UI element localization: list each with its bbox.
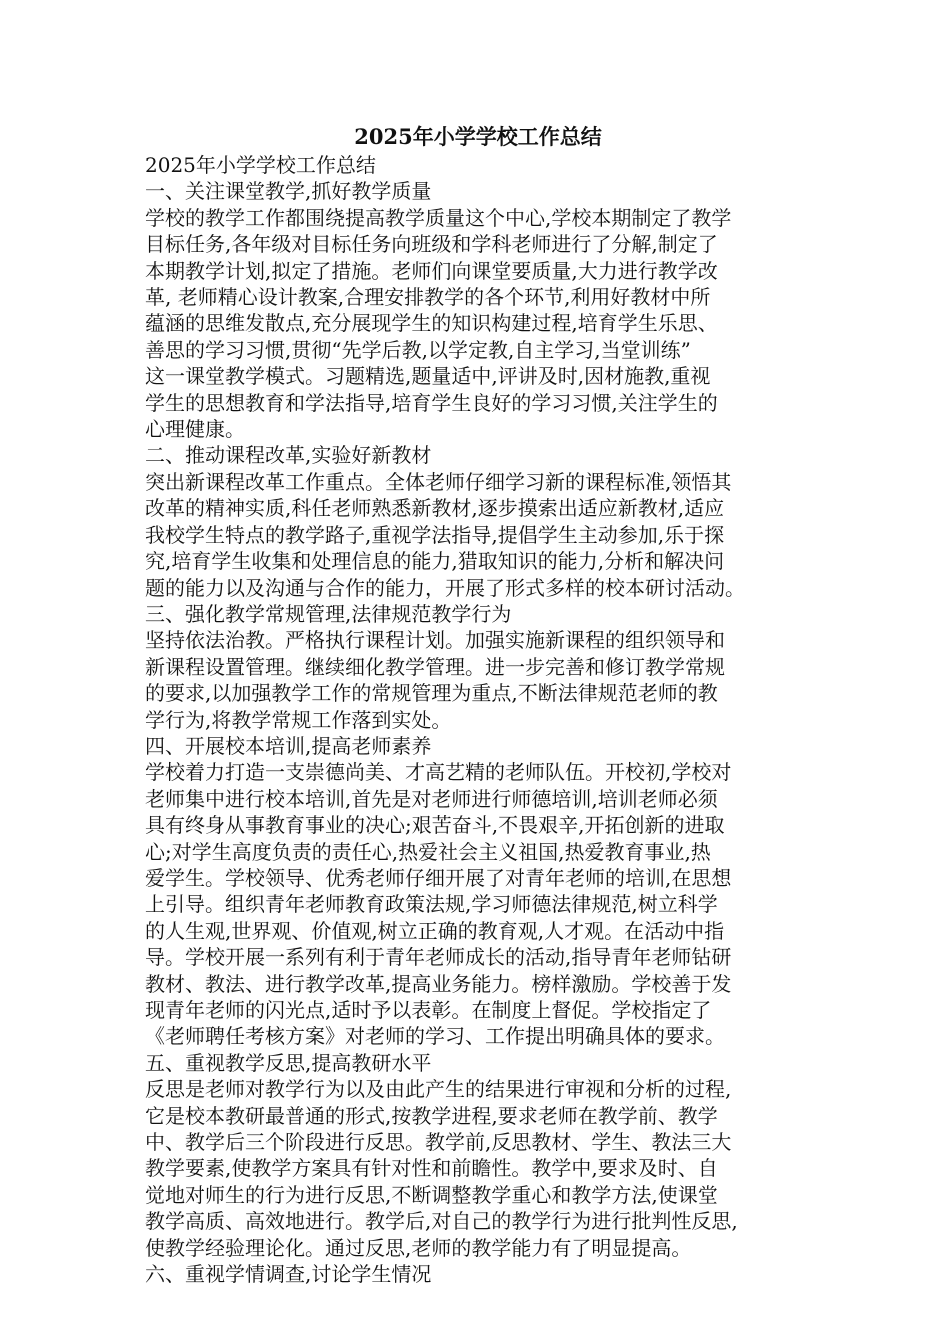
text-line: 使教学经验理论化。通过反思,老师的教学能力有了明显提高。 (145, 1235, 692, 1260)
text-line: 二、推动课程改革,实验好新教材 (145, 443, 432, 468)
text-line: 爱学生。学校领导、优秀老师仔细开展了对青年老师的培训,在思想 (145, 865, 732, 890)
text-line: 善思的学习习惯,贯彻“先学后教,以学定教,自主学习,当堂训练” (145, 337, 691, 362)
text-line: 现青年老师的闪光点,适时予以表彰。在制度上督促。学校指定了 (145, 998, 712, 1022)
document-page (145, 122, 811, 1287)
text-line: 革, 老师精心设计教案,合理安排教学的各个环节,利用好教材中所 (145, 285, 711, 310)
text-line: 学校着力打造一支崇德尚美、才高艺精的老师队伍。开校初,学校对 (145, 760, 732, 785)
text-line: 学校的教学工作都围绕提高教学质量这个中心,学校本期制定了教学 (145, 205, 732, 230)
text-line: 2025年小学学校工作总结 (145, 153, 376, 177)
document-body (145, 152, 811, 1287)
text-line: 这一课堂教学模式。习题精选,题量适中,评讲及时,因材施教,重视 (145, 364, 711, 389)
text-line: 上引导。组织青年老师教育政策法规,学习师德法律规范,树立科学 (145, 892, 718, 917)
text-line: 觉地对师生的行为进行反思,不断调整教学重心和教学方法,使课堂 (145, 1182, 718, 1207)
text-line: 老师集中进行校本培训,首先是对老师进行师德培训,培训老师必须 (145, 786, 718, 811)
text-line: 六、重视学情调查,讨论学生情况 (145, 1262, 432, 1287)
text-line: 学行为,将教学常规工作落到实处。 (145, 707, 452, 732)
text-line: 五、重视教学反思,提高教研水平 (145, 1050, 432, 1075)
text-line: 蕴涵的思维发散点,充分展现学生的知识构建过程,培育学生乐思、 (145, 311, 718, 336)
text-line: 中、教学后三个阶段进行反思。教学前,反思教材、学生、教法三大 (145, 1130, 732, 1155)
text-line: 本期教学计划,拟定了措施。老师们向课堂要质量,大力进行教学改 (145, 258, 718, 283)
text-line: 改革的精神实质,科任老师熟悉新教材,逐步摸索出适应新教材,适应 (145, 496, 725, 521)
text-line: 目标任务,各年级对目标任务向班级和学科老师进行了分解,制定了 (145, 232, 718, 257)
text-line: 究,培育学生收集和处理信息的能力,猎取知识的能力,分析和解决问 (145, 549, 725, 574)
text-line: 题的能力以及沟通与合作的能力，开展了形式多样的校本研讨活动。 (145, 575, 745, 600)
text-line: 一、关注课堂教学,抓好教学质量 (145, 179, 432, 204)
text-line: 反思是老师对教学行为以及由此产生的结果进行审视和分析的过程, (145, 1077, 732, 1102)
text-line: 四、开展校本培训,提高老师素养 (145, 733, 432, 758)
text-line: 心理健康。 (145, 417, 245, 442)
text-line: 教材、教法、进行教学改革,提高业务能力。榜样激励。学校善于发 (145, 971, 732, 996)
text-line: 具有终身从事教育事业的决心;艰苦奋斗,不畏艰辛,开拓创新的进取 (145, 813, 725, 838)
text-line: 《老师聘任考核方案》对老师的学习、工作提出明确具体的要求。 (145, 1024, 725, 1049)
text-line: 心;对学生高度负责的责任心,热爱社会主义祖国,热爱教育事业,热 (145, 839, 711, 864)
text-line: 三、强化教学常规管理,法律规范教学行为 (145, 601, 512, 626)
text-line: 学生的思想教育和学法指导,培育学生良好的学习习惯,关注学生的 (145, 390, 718, 415)
text-line: 教学要素,使教学方案具有针对性和前瞻性。教学中,要求及时、自 (145, 1156, 718, 1181)
text-line: 导。学校开展一系列有利于青年老师成长的活动,指导青年老师钻研 (145, 945, 732, 970)
text-line: 我校学生特点的教学路子,重视学法指导,提倡学生主动参加,乐于探 (145, 522, 725, 547)
text-line: 的要求,以加强教学工作的常规管理为重点,不断法律规范老师的教 (145, 681, 718, 706)
document-title: 2025年小学学校工作总结 (354, 124, 602, 149)
text-line: 它是校本教研最普通的形式,按教学进程,要求老师在教学前、教学 (145, 1103, 718, 1128)
text-line: 新课程设置管理。继续细化教学管理。进一步完善和修订教学常规 (145, 654, 725, 679)
text-line: 教学高质、高效地进行。教学后,对自己的教学行为进行批判性反思, (145, 1209, 738, 1234)
text-line: 坚持依法治教。严格执行课程计划。加强实施新课程的组织领导和 (145, 628, 725, 653)
text-line: 的人生观,世界观、价值观,树立正确的教育观,人才观。在活动中指 (145, 918, 725, 943)
text-line: 突出新课程改革工作重点。全体老师仔细学习新的课程标准,领悟其 (145, 469, 732, 494)
